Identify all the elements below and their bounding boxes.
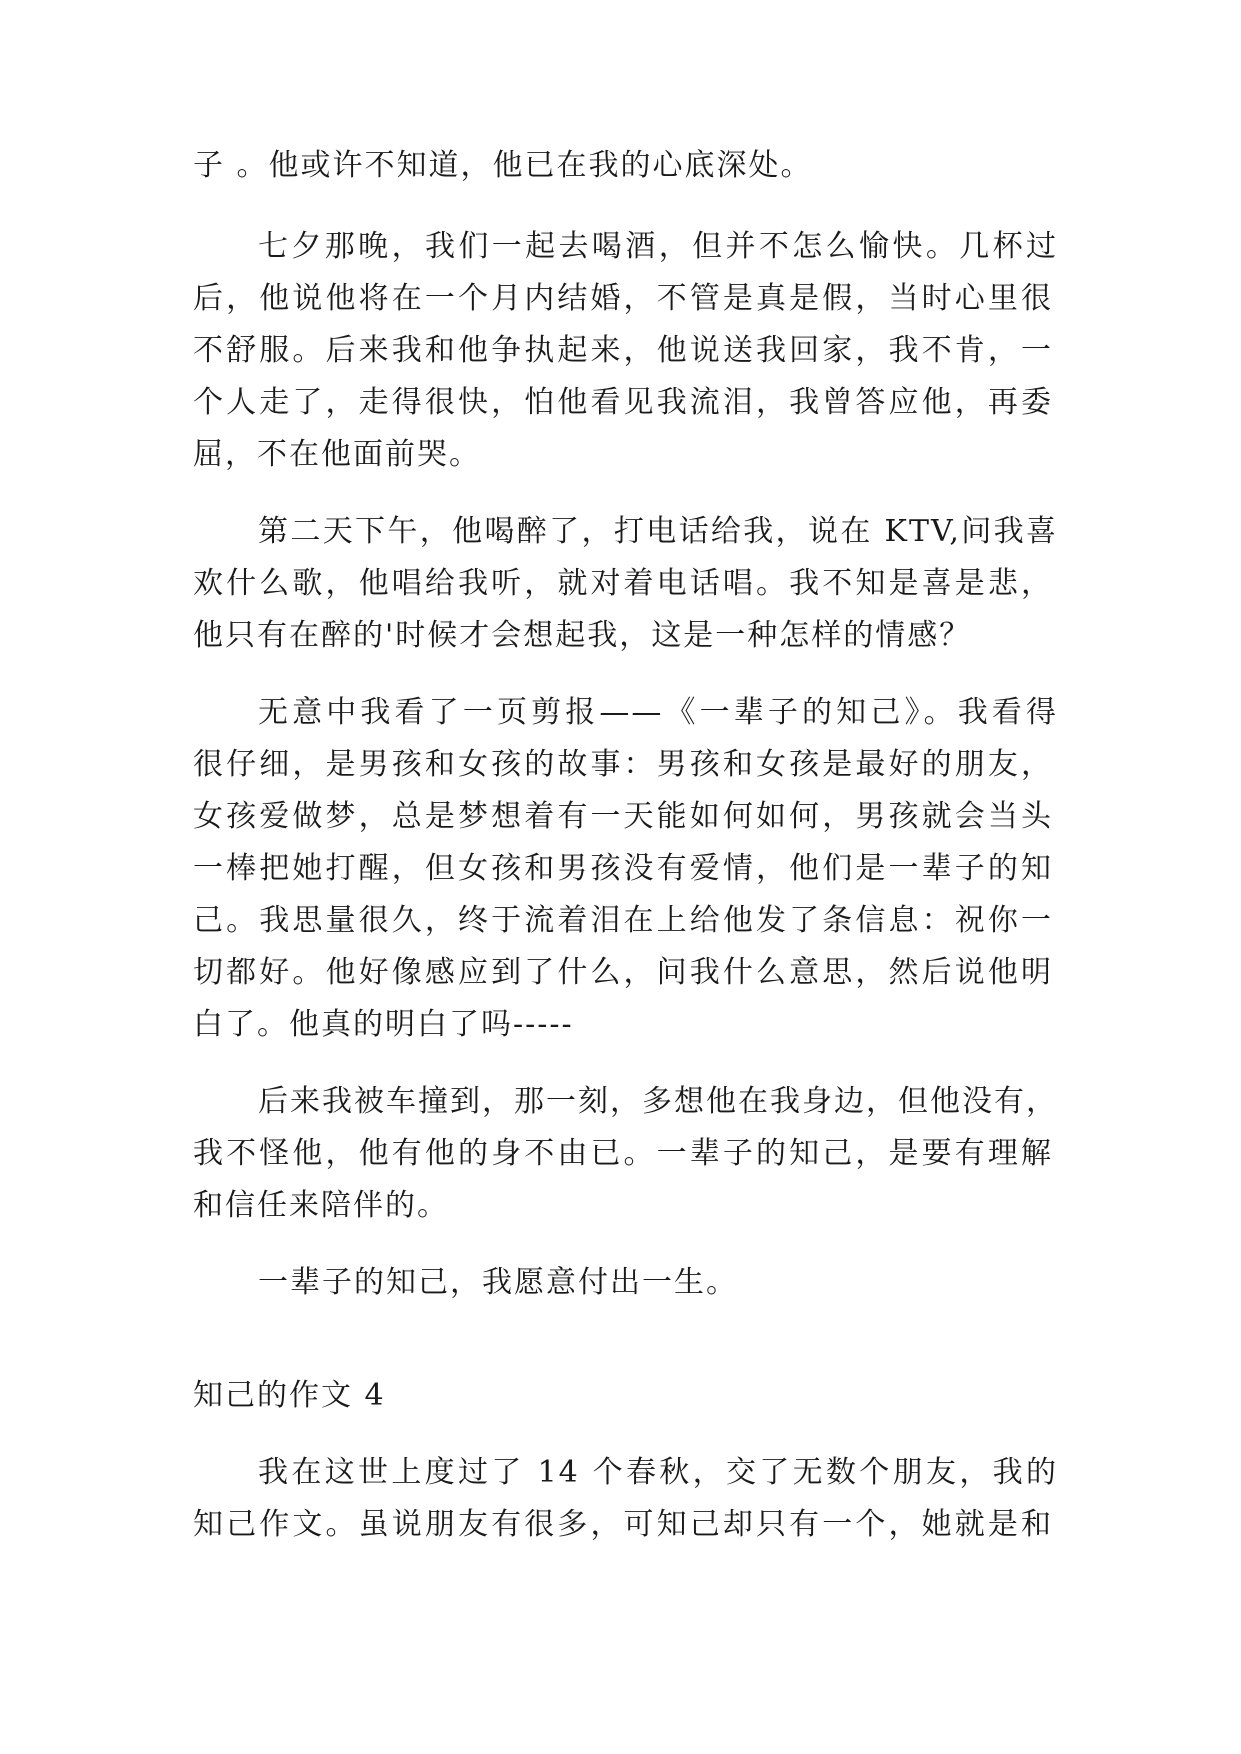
paragraph-line: 他只有在醉的'时候才会想起我，这是一种怎样的情感？ xyxy=(193,618,972,653)
paragraph-line: 七夕那晚，我们一起去喝酒，但并不怎么愉快。几杯过 xyxy=(258,229,1058,264)
paragraph-line: 子 。他或许不知道，他已在我的心底深处。 xyxy=(193,148,813,183)
paragraph-line: 不舒服。后来我和他争执起来，他说送我回家，我不肯，一 xyxy=(193,333,1053,368)
paragraph-line: 白了。他真的明白了吗----- xyxy=(193,1007,574,1042)
paragraph-line: 一辈子的知己，我愿意付出一生。 xyxy=(258,1265,738,1300)
section-title: 知己的作文 4 xyxy=(193,1378,386,1413)
paragraph-line: 个人走了，走得很快，怕他看见我流泪，我曾答应他，再委 xyxy=(193,385,1053,420)
paragraph-line: 第二天下午，他喝醉了，打电话给我，说在 KTV,问我喜 xyxy=(258,514,1058,549)
paragraph-line: 己。我思量很久，终于流着泪在上给他发了条信息：祝你一 xyxy=(193,903,1053,938)
paragraph-line: 切都好。他好像感应到了什么，问我什么意思，然后说他明 xyxy=(193,955,1053,990)
paragraph-line: 知己作文。虽说朋友有很多，可知己却只有一个，她就是和 xyxy=(193,1507,1053,1542)
paragraph-line: 女孩爱做梦，总是梦想着有一天能如何如何，男孩就会当头 xyxy=(193,799,1053,834)
paragraph-line: 后，他说他将在一个月内结婚，不管是真是假，当时心里很 xyxy=(193,281,1053,316)
paragraph-line: 无意中我看了一页剪报——《一辈子的知己》。我看得 xyxy=(258,695,1058,730)
paragraph-line: 一棒把她打醒，但女孩和男孩没有爱情，他们是一辈子的知 xyxy=(193,851,1053,886)
paragraph-line: 屈，不在他面前哭。 xyxy=(193,437,481,472)
paragraph-line: 和信任来陪伴的。 xyxy=(193,1188,449,1223)
paragraph-line: 很仔细，是男孩和女孩的故事：男孩和女孩是最好的朋友， xyxy=(193,747,1053,782)
paragraph-line: 我在这世上度过了 14 个春秋，交了无数个朋友，我的 xyxy=(258,1455,1058,1490)
paragraph-line: 后来我被车撞到，那一刻，多想他在我身边，但他没有， xyxy=(258,1084,1058,1119)
paragraph-line: 我不怪他，他有他的身不由已。一辈子的知己，是要有理解 xyxy=(193,1136,1053,1171)
paragraph-line: 欢什么歌，他唱给我听，就对着电话唱。我不知是喜是悲， xyxy=(193,566,1053,601)
